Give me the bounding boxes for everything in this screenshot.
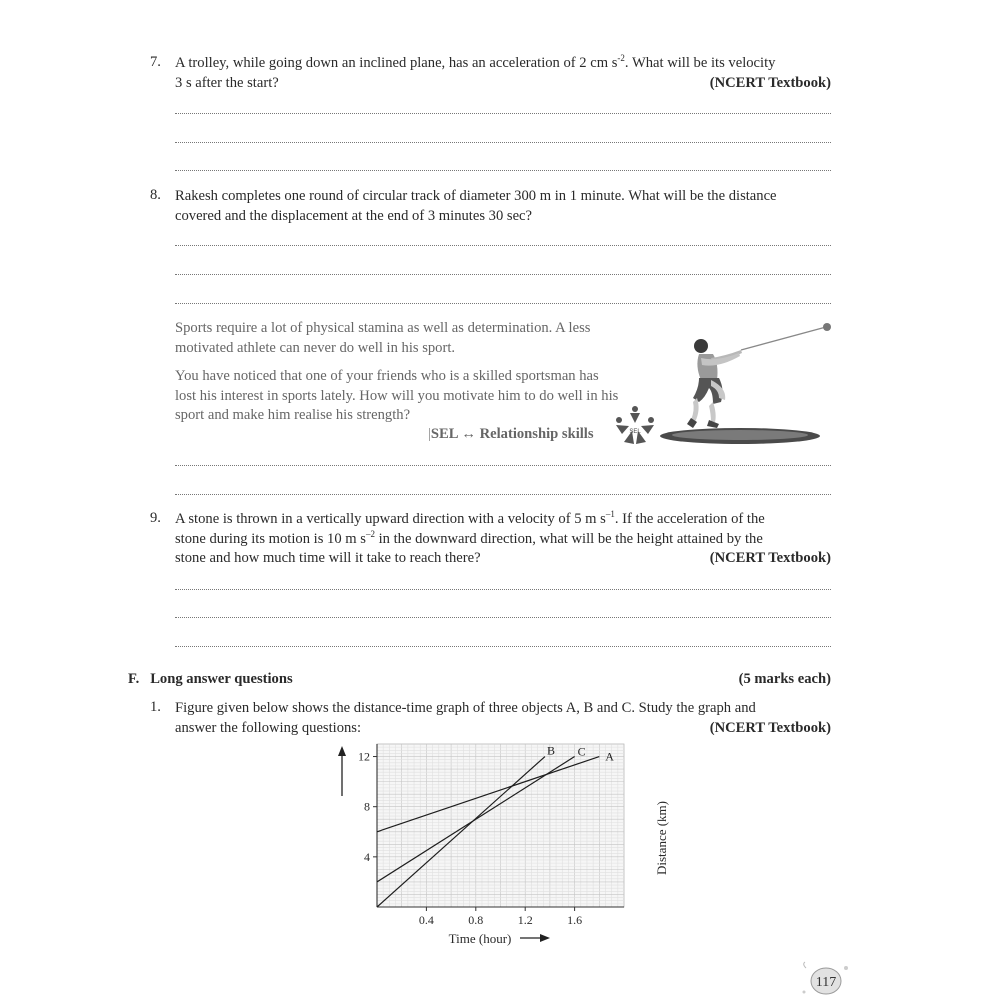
lq1-number: 1.: [150, 699, 161, 715]
x-tick-label: 1.6: [567, 913, 583, 927]
page-number-badge: [796, 962, 856, 998]
x-axis-label: Time (hour): [448, 931, 512, 946]
q8-number: 8.: [150, 187, 161, 203]
lq1-source: (NCERT Textbook): [709, 719, 831, 736]
answer-line[interactable]: [175, 303, 831, 304]
answer-line[interactable]: [175, 589, 831, 590]
q8-text: Rakesh completes one round of circular track of diameter 300 m in 1 minute. What will be the distance covered and the displacement at the end of 3 minutes 30 sec?: [175, 188, 777, 224]
answer-line[interactable]: [175, 617, 831, 618]
answer-line[interactable]: [175, 113, 831, 114]
section-f-heading: F. Long answer questions (5 marks each): [128, 671, 831, 687]
answer-line[interactable]: [175, 465, 831, 466]
sel-logo-icon: [612, 404, 658, 446]
page-number: 117: [815, 975, 837, 990]
series-label-b: B: [546, 743, 555, 758]
hammer-wire: [741, 327, 826, 350]
y-axis-label: Distance (km): [654, 800, 669, 876]
answer-line[interactable]: [175, 142, 831, 143]
x-axis-arrowhead: [540, 934, 550, 942]
x-tick-label: 0.8: [468, 913, 484, 927]
q9-number: 9.: [150, 510, 161, 526]
q7-source: (NCERT Textbook): [709, 74, 831, 91]
answer-line[interactable]: [175, 494, 831, 495]
x-tick-label: 0.4: [418, 913, 434, 927]
sel-paragraph-1: Sports require a lot of physical stamina as well as determination. A less motivated athlete can never do well in his sport.: [175, 320, 591, 356]
sel-tag: |SEL ↔ Relationship skills: [428, 426, 594, 442]
answer-line[interactable]: [175, 646, 831, 647]
answer-line[interactable]: [175, 274, 831, 275]
answer-line[interactable]: [175, 245, 831, 246]
sel-logo-label: SEL: [629, 429, 641, 435]
chart-grid: [377, 744, 624, 907]
q7-number: 7.: [150, 54, 161, 70]
athlete-illustration: [655, 318, 835, 448]
sel-paragraph-2: You have noticed that one of your friends who is a skilled sportsman has lost his interest in sports lately. How will you motivate him to do well in his sport and make him realise his strength?: [175, 368, 619, 423]
series-label-c: C: [577, 744, 586, 759]
answer-line[interactable]: [175, 170, 831, 171]
lq1-text: Figure given below shows the distance-time graph of three objects A, B and C. Study the graph and answer the following questions: (NCERT Textbook): [175, 699, 831, 738]
y-tick-label: 4: [364, 849, 370, 864]
x-tick-label: 1.2: [517, 913, 533, 927]
hammer-ball: [823, 323, 831, 331]
q9-text: A stone is thrown in a vertically upward direction with a velocity of 5 m $s^{-1}$. If the acceleration of the stone during its motion is 10 m $s^{-2}$ in the downward direction, what will be the height attained by the stone and how much time will it take to reach there? (NCERT Textbook): [175, 510, 831, 569]
distance-time-chart: [320, 738, 669, 953]
y-axis-arrowhead: [338, 746, 346, 756]
q9-source: (NCERT Textbook): [709, 550, 831, 566]
athlete-head: [694, 339, 708, 353]
section-f-marks: (5 marks each): [738, 671, 831, 687]
q7-text: A trolley, while going down an inclined plane, has an acceleration of 2 cm $s^{-2}$. What will be its velocity 3 s after the start? (NCERT Textbook): [175, 54, 831, 93]
series-label-a: A: [605, 749, 614, 764]
y-tick-label: 8: [364, 799, 370, 814]
y-tick-label: 12: [358, 749, 370, 764]
